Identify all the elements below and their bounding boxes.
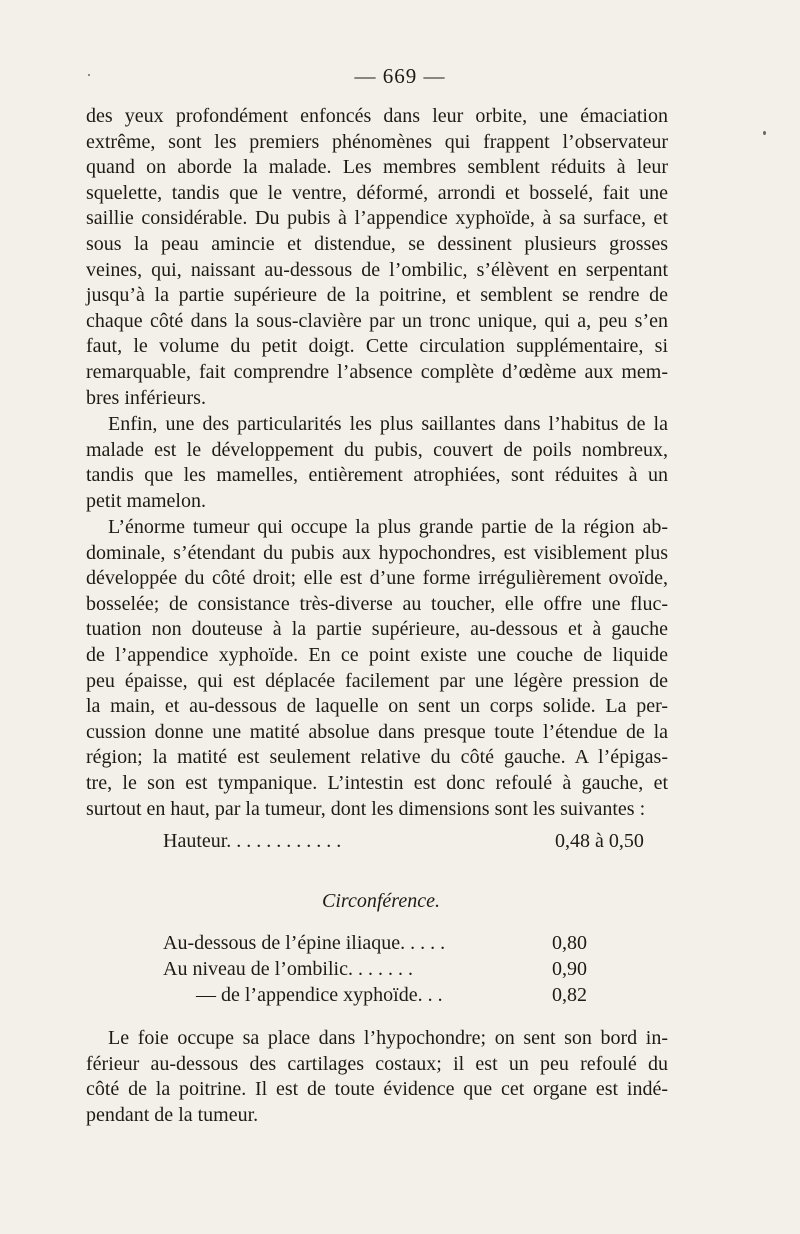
text-line: veines, qui, naissant au-dessous de l’ombilic, s’élèvent en serpentant (86, 258, 668, 281)
measurement-label: — de l’appendice xyphoïde. . . (196, 984, 443, 1006)
text-line: tandis que les mamelles, entièrement atrophiées, sont réduites à un (86, 464, 668, 487)
text-line: quand on aborde la malade. Les membres semblent réduits à leur (86, 156, 668, 179)
text-line: sous la peau amincie et distendue, se dessinent plusieurs grosses (86, 232, 668, 255)
paragraph-4 (86, 1026, 668, 1128)
measurement-label: Au niveau de l’ombilic. . . . . . . (163, 958, 413, 980)
text-line: squelette, tandis que le ventre, déformé, arrondi et bosselé, fait une (86, 181, 668, 204)
text-line: L’énorme tumeur qui occupe la plus grande partie de la région ab- (108, 516, 668, 538)
text-line: tre, le son est tympanique. L’intestin est donc refoulé à gauche, et (86, 771, 668, 794)
paragraph-3 (86, 515, 668, 822)
text-line: saillie considérable. Du pubis à l’appendice xyphoïde, à sa surface, et (86, 207, 668, 230)
text-line: région; la matité est seulement relative du côté gauche. A l’épigas- (86, 746, 668, 769)
text-line: tuation non douteuse à la partie supérieure, au-dessous et à gauche (86, 618, 668, 641)
measurement-label: Au-dessous de l’épine iliaque. . . . . (163, 932, 446, 954)
text-line: férieur au-dessous des cartilages costaux; il est un peu refoulé du (86, 1052, 668, 1075)
text-line: extrême, sont les premiers phénomènes qui frappent l’observateur (86, 130, 668, 153)
text-line: bres inférieurs. (86, 386, 206, 409)
text-line: surtout en haut, par la tumeur, dont les dimensions sont les suivantes : (86, 797, 646, 820)
text-line: petit mamelon. (86, 489, 206, 512)
text-line: côté de la poitrine. Il est de toute évidence que cet organe est indé- (86, 1078, 668, 1101)
text-line: Enfin, une des particularités les plus saillantes dans l’habitus de la (108, 413, 668, 435)
measurement-value: 0,82 (552, 984, 587, 1006)
text-line: bosselée; de consistance très-diverse au toucher, elle offre une fluc- (86, 592, 668, 615)
paper-speck (763, 131, 766, 135)
text-line: faut, le volume du petit doigt. Cette circulation supplémentaire, si (86, 335, 668, 358)
paper-speck (88, 74, 90, 76)
measurement-value: 0,90 (552, 958, 587, 980)
text-line: cussion donne une matité absolue dans presque toute l’étendue de la (86, 720, 668, 743)
text-line: de l’appendice xyphoïde. En ce point existe une couche de liquide (86, 643, 668, 666)
text-line: peu épaisse, qui est déplacée facilement par une légère pression de (86, 669, 668, 692)
page-number: — 669 — (354, 64, 446, 88)
measurement-value: 0,80 (552, 932, 587, 954)
section-subheading: Circonférence. (322, 890, 440, 912)
text-line: malade est le développement du pubis, couvert de poils nombreux, (86, 438, 668, 461)
text-line: dominale, s’étendant du pubis aux hypochondres, est visiblement plus (86, 541, 668, 564)
text-line: des yeux profondément enfoncés dans leur orbite, une émaciation (86, 105, 668, 127)
text-line: la main, et au-dessous de laquelle on sent un corps solide. La per- (86, 695, 668, 718)
text-line: chaque côté dans la sous-clavière par un tronc unique, qui a, peu s’en (86, 309, 668, 332)
measurement-label: Hauteur. . . . . . . . . . . . (163, 830, 342, 852)
text-line: développée du côté droit; elle est d’une forme irrégulièrement ovoïde, (86, 567, 668, 590)
text-line: pendant de la tumeur. (86, 1103, 259, 1126)
text-line: jusqu’à la partie supérieure de la poitrine, et semblent se rendre de (86, 284, 668, 307)
paragraph-1 (86, 104, 668, 411)
text-line: Le foie occupe sa place dans l’hypochondre; on sent son bord in- (108, 1027, 668, 1049)
paragraph-2 (86, 412, 668, 514)
text-line: remarquable, fait comprendre l’absence complète d’œdème aux mem- (86, 360, 668, 383)
measurement-value: 0,48 à 0,50 (555, 830, 644, 852)
